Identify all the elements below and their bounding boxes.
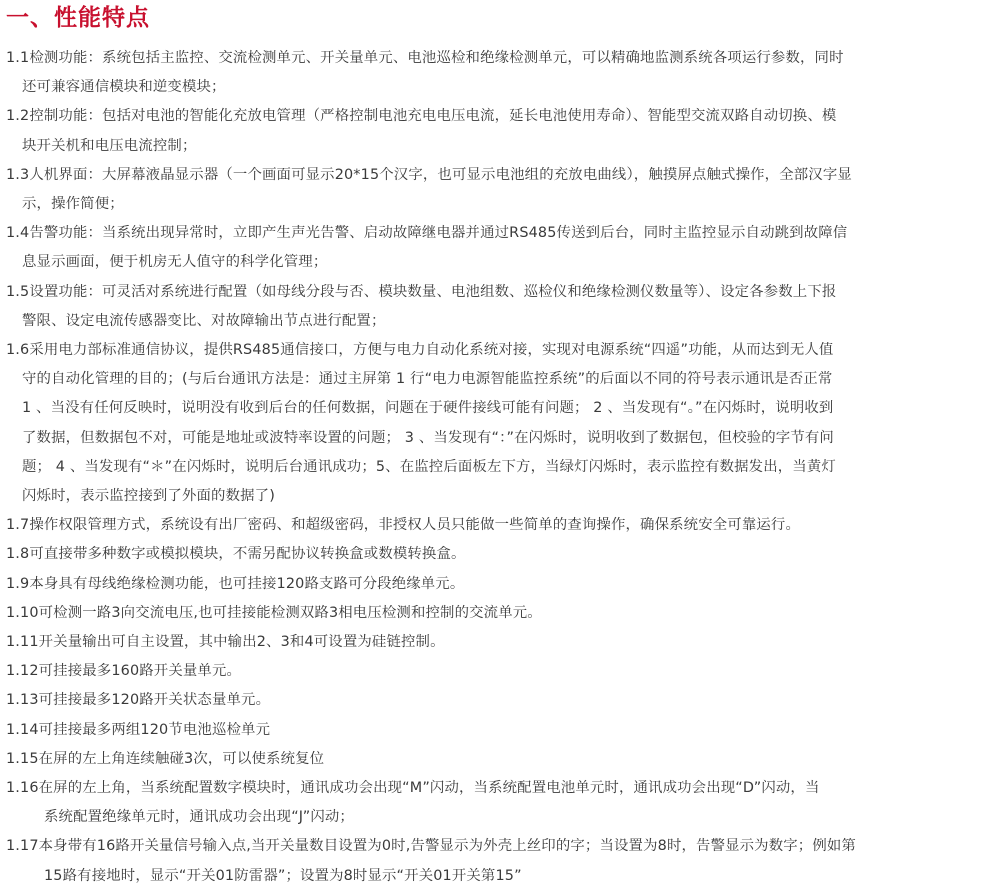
feature-item-1-1: 1.1检测功能：系统包括主监控、交流检测单元、开关量单元、电池巡检和绝缘检测单元，可以精确地监测系统各项运行参数，同时 还可兼容通信模块和逆变模块； bbox=[6, 50, 844, 96]
feature-item-1-17: 1.17本身带有16路开关量信号输入点,当开关量数目设置为0时,告警显示为外壳上丝印的字；当设置为8时，告警显示为数字；例如第 15路有接地时，显示“开关01防雷器”；设置为8时显示“开关01开关第15” bbox=[6, 838, 856, 884]
feature-item-1-7: 1.7操作权限管理方式，系统设有出厂密码、和超级密码，非授权人员只能做一些简单的查询操作，确保系统安全可靠运行。 bbox=[6, 517, 800, 534]
feature-item-1-3: 1.3人机界面：大屏幕液晶显示器（一个画面可显示20*15个汉字，也可显示电池组的充放电曲线），触摸屏点触式操作，全部汉字显 示，操作简便； bbox=[6, 166, 852, 213]
feature-item-1-13: 1.13可挂接最多120路开关状态量单元。 bbox=[6, 692, 271, 709]
feature-item-1-8: 1.8可直接带多种数字或模拟模块，不需另配协议转换盒或数模转换盒。 bbox=[6, 546, 466, 563]
feature-item-1-9: 1.9本身具有母线绝缘检测功能，也可挂接120路支路可分段绝缘单元。 bbox=[6, 575, 465, 592]
feature-item-1-12: 1.12可挂接最多160路开关量单元。 bbox=[6, 663, 242, 680]
feature-item-1-14: 1.14可挂接最多两组120节电池巡检单元 bbox=[6, 721, 271, 738]
feature-item-1-16: 1.16在屏的左上角，当系统配置数字模块时，通讯成功会出现“M”闪动，当系统配置电池单元时，通讯成功会出现“D”闪动，当 系统配置绝缘单元时，通讯成功会出现“J”闪动； bbox=[6, 780, 820, 826]
section-heading: 一、性能特点 bbox=[6, 5, 150, 31]
feature-item-1-6: 1.6采用电力部标准通信协议，提供RS485通信接口，方便与电力自动化系统对接，实现对电源系统“四遥”功能，从而达到无人值 守的自动化管理的目的；(与后台通讯方法是：通过主屏第 1 行“电力电源智能监控系统”的后面以不同的符号表示通讯是否正常 1 、当没有任何反映时，说明没有收到后台的任何数据，问题在于硬件接线可能有问题； 2 、当发现有“。”在闪烁时，说明收到 了数据，但数据包不对，可能是地址或波特率设置的问题； 3 、当发现有“：”在闪烁时，说明收到了数据包，但校验的字节有问 题； 4 、当发现有“＊”在闪烁时，说明后台通讯成功；5、在监控后面板左下方，当绿灯闪烁时，表示监控有数据发出，当黄灯 闪烁时，表示监控接到了外面的数据了) bbox=[6, 342, 836, 505]
feature-item-1-2: 1.2控制功能：包括对电池的智能化充放电管理（严格控制电池充电电压电流，延长电池使用寿命）、智能型交流双路自动切换、模 块开关机和电压电流控制； bbox=[6, 108, 837, 154]
feature-list bbox=[0, 44, 1000, 891]
feature-item-1-15: 1.15在屏的左上角连续触碰3次，可以使系统复位 bbox=[6, 750, 325, 767]
feature-item-1-10: 1.10可检测一路3向交流电压,也可挂接能检测双路3相电压检测和控制的交流单元。 bbox=[6, 604, 542, 621]
feature-item-1-5: 1.5设置功能：可灵活对系统进行配置（如母线分段与否、模块数量、电池组数、巡检仪和绝缘检测仪数量等）、设定各参数上下报 警限、设定电流传感器变比、对故障输出节点进行配置； bbox=[6, 283, 837, 329]
feature-item-1-4: 1.4告警功能：当系统出现异常时，立即产生声光告警、启动故障继电器并通过RS485传送到后台，同时主监控显示自动跳到故障信 息显示画面，便于机房无人值守的科学化管理； bbox=[6, 225, 848, 271]
feature-item-1-11: 1.11开关量输出可自主设置，其中输出2、3和4可设置为硅链控制。 bbox=[6, 634, 445, 651]
